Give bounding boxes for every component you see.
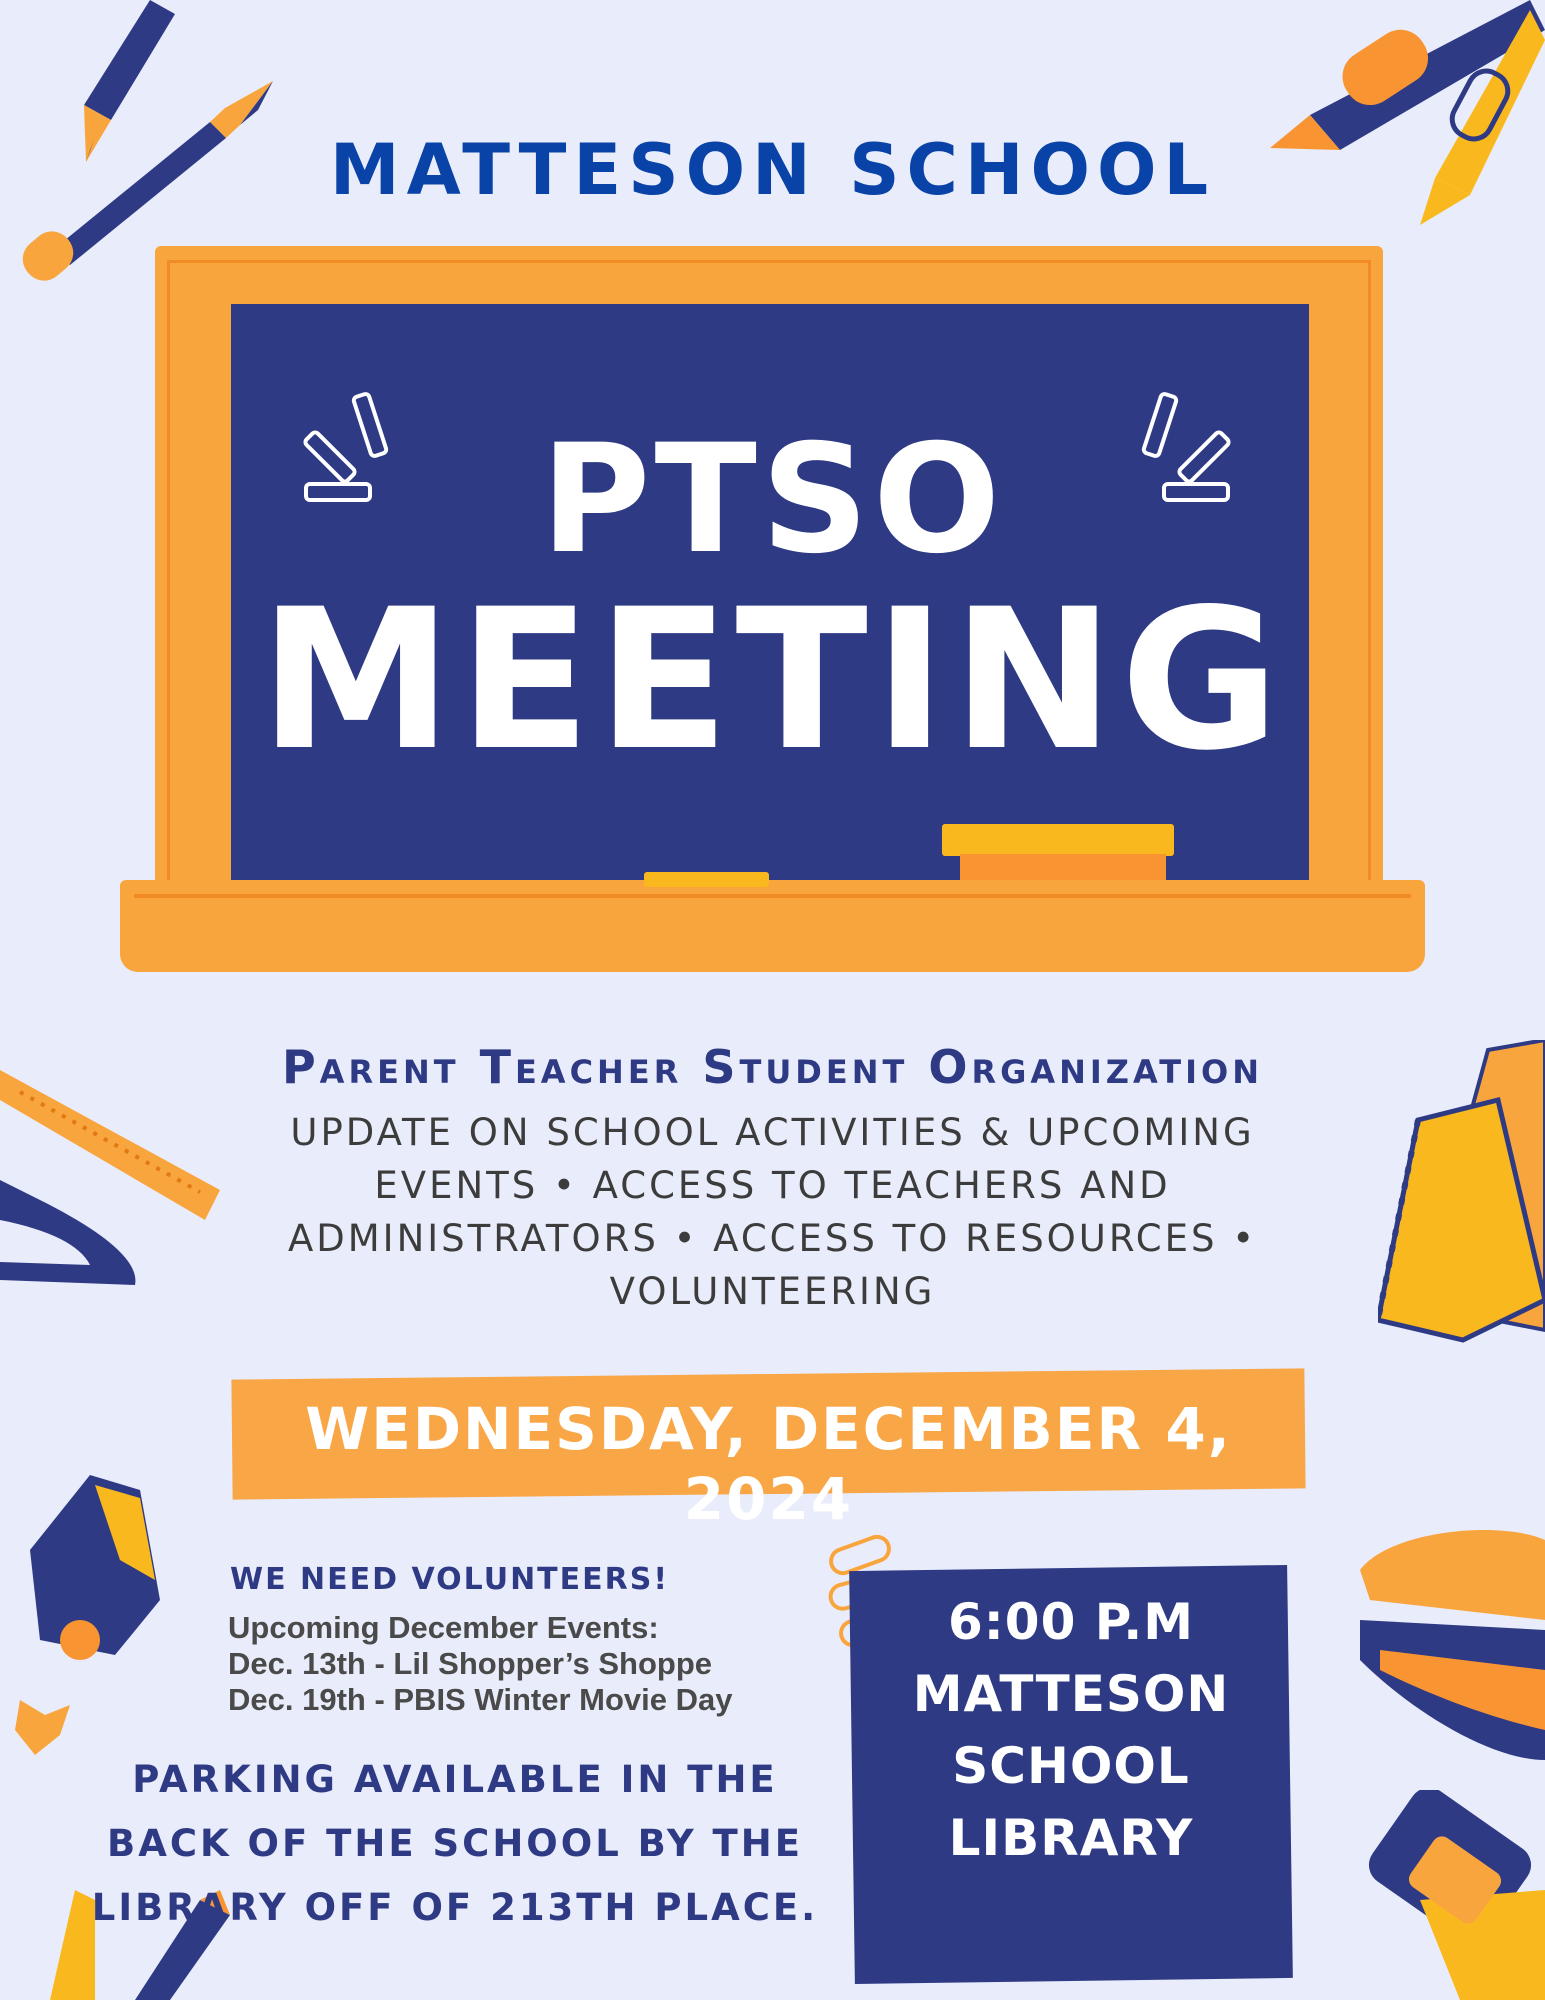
eraser-icon [1320,1790,1545,2000]
meeting-topics: UPDATE ON SCHOOL ACTIVITIES & UPCOMING EVENTS • ACCESS TO TEACHERS AND ADMINISTRATORS • ACCESS TO RESOURCES • VOLUNTEERING [287,1111,1258,1313]
parking-info: PARKING AVAILABLE IN THE BACK OF THE SCHOOL BY THE LIBRARY OFF OF 213TH PLACE. [91,1758,819,1929]
meeting-time: 6:00 P.M [948,1593,1194,1651]
protractor-icon [0,1160,150,1300]
chalkboard-ledge [120,880,1425,972]
time-location-text [852,1586,1290,1874]
list-item: Dec. 19th - PBIS Winter Movie Day [228,1682,733,1717]
sharpener-icon [0,1470,200,1770]
stapler-icon [1350,1510,1545,1780]
headline-meeting: MEETING [259,567,1286,793]
list-item: Dec. 13th - Lil Shopper’s Shoppe [228,1646,713,1681]
board-eraser-icon [942,824,1174,856]
location-line: SCHOOL [952,1737,1190,1795]
organization-name: Parent Teacher Student Organization [281,1040,1264,1094]
events-title: Upcoming December Events: [228,1610,659,1645]
meeting-date: WEDNESDAY, DECEMBER 4, 2024 [305,1395,1232,1533]
chalk-icon [644,872,769,887]
school-name: MATTESON SCHOOL [329,129,1216,211]
events-list [228,1610,732,1718]
volunteers-heading: WE NEED VOLUNTEERS! [230,1562,670,1597]
location-line: MATTESON [912,1665,1230,1723]
location-line: LIBRARY [948,1809,1194,1867]
headline-ptso: PTSO [540,413,1005,587]
